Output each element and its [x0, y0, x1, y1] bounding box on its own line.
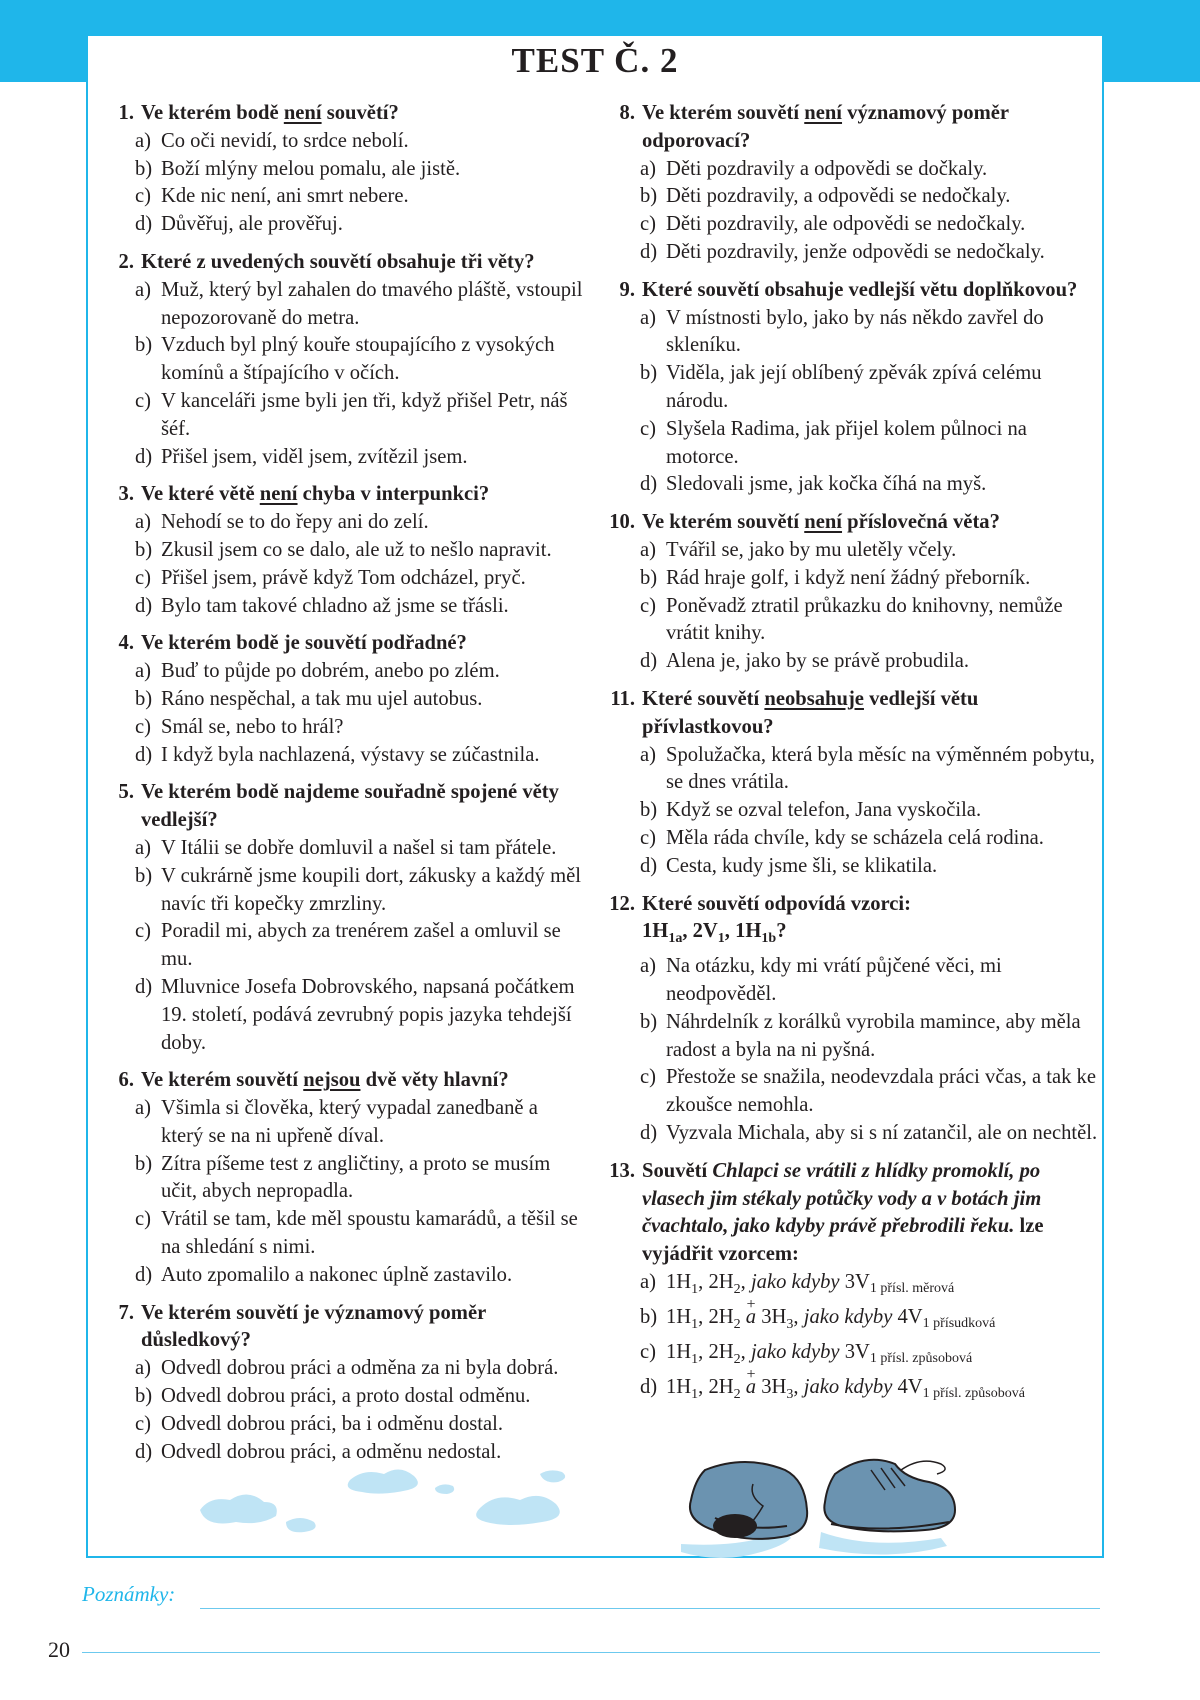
emphasis-underlined: neobsahuje — [764, 687, 864, 710]
formula-option — [602, 1269, 1098, 1304]
question-number: 7. — [118, 1301, 134, 1324]
option-text: V místnosti bylo, jako by nás někdo zavřel do skleníku. — [666, 306, 1044, 357]
title-box — [86, 36, 1104, 86]
options-list — [106, 277, 584, 472]
option-letter: a) — [640, 743, 656, 766]
formula-subscript: 1 — [717, 931, 725, 947]
question-text — [141, 1300, 584, 1356]
option — [106, 183, 584, 211]
option-letter: c) — [640, 417, 656, 440]
question — [106, 481, 584, 620]
option-text: Děti pozdravily, ale odpovědi se nedočkaly. — [666, 213, 1026, 236]
question-text — [642, 1158, 1098, 1269]
option-letter: b) — [135, 1385, 153, 1408]
options-list — [602, 953, 1098, 1148]
option — [602, 305, 1098, 361]
option-letter: c) — [640, 1066, 656, 1089]
option-text: Ráno nespěchal, a tak mu ujel autobus. — [161, 687, 483, 710]
option — [106, 658, 584, 686]
question-number: 11. — [610, 687, 635, 710]
options-list — [602, 156, 1098, 267]
option-letter: c) — [135, 389, 151, 412]
option-letter: d) — [640, 1375, 658, 1398]
formula-subscript: 1 — [691, 1282, 699, 1298]
option — [106, 388, 584, 444]
question — [602, 1158, 1098, 1409]
option — [106, 444, 584, 472]
option — [602, 953, 1098, 1009]
option-letter: a) — [135, 1357, 151, 1380]
option — [602, 360, 1098, 416]
option-letter: d) — [135, 975, 153, 998]
option-text: Kde nic není, ani smrt nebere. — [161, 185, 409, 208]
formula-conjunction: jako kdyby — [803, 1305, 893, 1328]
option-text: Vzduch byl plný kouře stoupajícího z vysokých komínů a štípajícího v očích. — [161, 334, 555, 385]
options-list — [602, 1269, 1098, 1409]
formula-text: $1H_1$, $2H_2$, jako kdyby 3V1 přísl. měrová — [666, 1270, 955, 1298]
formula-subscript: 1 — [691, 1351, 699, 1367]
option — [106, 686, 584, 714]
question-text — [141, 100, 584, 128]
option-letter: a) — [640, 157, 656, 180]
formula-conjunction: jako kdyby — [750, 1270, 840, 1293]
question — [602, 686, 1098, 881]
option — [106, 863, 584, 919]
option — [602, 1120, 1098, 1148]
option-letter: d) — [640, 473, 658, 496]
question-text — [141, 1067, 584, 1095]
option-text: Poněvadž ztratil průkazku do knihovny, nemůže vrátit knihy. — [666, 594, 1063, 645]
option-letter: d) — [135, 445, 153, 468]
question-text-part: dvě věty hlavní? — [360, 1069, 509, 1092]
question-text — [141, 779, 584, 835]
option — [106, 1095, 584, 1151]
question — [602, 891, 1098, 1148]
question — [106, 1300, 584, 1467]
right-column — [602, 100, 1098, 1419]
options-list — [106, 835, 584, 1057]
option-letter: a) — [640, 306, 656, 329]
puddles-icon — [190, 1460, 610, 1540]
question-head — [106, 779, 584, 835]
option-text: Přišel jsem, viděl jsem, zvítězil jsem. — [161, 445, 468, 468]
left-column — [106, 100, 584, 1476]
option — [106, 565, 584, 593]
question-text-part: Které souvětí obsahuje vedlejší větu doplňkovou? — [642, 278, 1078, 301]
option — [106, 918, 584, 974]
option-text: V Itálii se dobře domluvil a našel si tam přátele. — [161, 836, 557, 859]
formula-conjunction-coordinated: + a — [746, 1306, 756, 1328]
option-letter: c) — [135, 185, 151, 208]
question-head — [106, 630, 584, 658]
option-letter: b) — [135, 1152, 153, 1175]
option — [602, 211, 1098, 239]
quoted-sentence: Chlapci se vrátili z hlídky promoklí, po vlasech jim stékaly potůčky vody a v botách jim čvachtalo, jako kdyby právě přebrodili řeku. — [642, 1159, 1042, 1238]
option-text: Sledovali jsme, jak kočka číhá na myš. — [666, 473, 987, 496]
question-text-part: Ve kterém souvětí — [642, 102, 805, 124]
option — [602, 537, 1098, 565]
option-letter: a) — [640, 955, 656, 978]
option — [106, 1355, 584, 1383]
question-text-part: Ve kterém bodě je souvětí podřadné? — [141, 632, 467, 655]
question-text-part: významový poměr odporovací? — [642, 102, 1009, 152]
option-letter: a) — [135, 129, 151, 152]
notes-line — [200, 1608, 1100, 1609]
question-text — [141, 249, 584, 277]
option — [602, 183, 1098, 211]
option-text: Všimla si člověka, který vypadal zanedbaně a který se na ni upřeně díval. — [161, 1097, 538, 1147]
question-number: 9. — [619, 278, 635, 301]
option — [106, 332, 584, 388]
question-head — [602, 1158, 1098, 1269]
option-text: Smál se, nebo to hrál? — [161, 715, 344, 738]
question-head — [106, 249, 584, 277]
option-text: V cukrárně jsme koupili dort, zákusky a každý měl navíc tři kopečky zmrzliny. — [161, 864, 581, 915]
option — [602, 416, 1098, 472]
wet-shoes-icon — [675, 1440, 965, 1570]
question-head — [602, 100, 1098, 156]
formula-option — [602, 1339, 1098, 1374]
formula-option — [602, 1374, 1098, 1409]
option — [602, 648, 1098, 676]
option-text: Důvěřuj, ale prověřuj. — [161, 213, 343, 236]
question-number: 3. — [118, 483, 134, 506]
formula-type-label: 1 přísudková — [922, 1315, 996, 1331]
question-text — [642, 100, 1098, 156]
option — [106, 974, 584, 1057]
option-text: Přestože se snažila, neodevzdala práci včas, a tak ke zkoušce nemohla. — [666, 1066, 1096, 1117]
question — [106, 100, 584, 239]
question-text-part: Ve které větě — [141, 483, 260, 506]
option-letter: b) — [640, 799, 658, 822]
option-letter: c) — [640, 1340, 656, 1363]
option — [602, 1064, 1098, 1120]
question-number: 4. — [118, 632, 134, 655]
option-text: Mluvnice Josefa Dobrovského, napsaná počátkem 19. století, podává zevrubný popis jazyka tehdejší doby. — [161, 975, 575, 1054]
option-text: Přišel jsem, právě když Tom odcházel, pryč. — [161, 566, 526, 589]
formula-text: $1H_1$, $2H_2$, jako kdyby 3V1 přísl. způsobová — [666, 1340, 973, 1367]
option-text: Viděla, jak její oblíbený zpěvák zpívá celému národu. — [666, 362, 1042, 412]
question-text-part: vedlejší větu přívlastkovou? — [642, 687, 979, 738]
option — [602, 593, 1098, 649]
option-text: Slyšela Radima, jak přijel kolem půlnoci na motorce. — [666, 417, 1027, 468]
option-letter: b) — [640, 1010, 658, 1033]
option — [602, 471, 1098, 499]
option — [106, 537, 584, 565]
option-text: Alena je, jako by se právě probudila. — [666, 650, 970, 673]
option-letter: c) — [135, 920, 151, 943]
option-letter: c) — [135, 1412, 151, 1435]
formula-conjunction-coordinated: + a — [746, 1376, 756, 1398]
question-text — [642, 277, 1098, 305]
question — [106, 249, 584, 471]
formula-text: $1H_1$, $2H_2 + a$ $3H_3$, jako kdyby 4V1 přísudková — [666, 1304, 1098, 1339]
question-head — [602, 277, 1098, 305]
option-text: Odvedl dobrou práci, a odměnu nedostal. — [161, 1440, 502, 1463]
option-letter: a) — [135, 836, 151, 859]
option-text: Vrátil se tam, kde měl spoustu kamarádů, a těšil se na shledání s nimi. — [161, 1208, 578, 1259]
formula-type-label: 1 přísl. měrová — [869, 1280, 955, 1296]
option — [106, 1262, 584, 1290]
option-letter: d) — [640, 240, 658, 263]
formula-subscript: 1 — [691, 1386, 699, 1402]
option-letter: b) — [640, 1305, 658, 1328]
options-list — [106, 1355, 584, 1466]
option — [106, 714, 584, 742]
option-letter: d) — [135, 1440, 153, 1463]
question-text-part: Ve kterém souvětí je významový poměr důsledkový? — [141, 1301, 486, 1352]
option-text: Spolužačka, která byla měsíc na výměnném pobytu, se dnes vrátila. — [666, 743, 1095, 794]
formula-type-label: 1 přísl. způsobová — [922, 1385, 1025, 1401]
emphasis-underlined: není — [804, 102, 843, 124]
question-text — [642, 686, 1098, 742]
page-title: TEST Č. 2 — [511, 41, 679, 80]
option — [106, 156, 584, 184]
option — [106, 1151, 584, 1207]
formula-conjunction: jako kdyby — [803, 1375, 893, 1398]
option — [602, 565, 1098, 593]
option-letter: b) — [135, 538, 153, 561]
options-list — [602, 305, 1098, 500]
question-number: 5. — [118, 781, 134, 804]
option-text: Děti pozdravily, jenže odpovědi se nedočkaly. — [666, 240, 1045, 263]
question-head — [106, 481, 584, 509]
question-head — [602, 686, 1098, 742]
option-letter: b) — [640, 362, 658, 385]
question — [602, 100, 1098, 267]
question-head — [602, 509, 1098, 537]
question-head — [106, 1300, 584, 1356]
option-text: Na otázku, kdy mi vrátí půjčené věci, mi neodpověděl. — [666, 955, 1002, 1006]
option — [602, 853, 1098, 881]
option — [106, 1206, 584, 1262]
question-text-part: příslovečná věta? — [842, 511, 1000, 534]
option — [106, 211, 584, 239]
option — [106, 1383, 584, 1411]
question-text-part: Souvětí — [642, 1159, 713, 1182]
formula: $1H_{1a}$, $2V_1$, $1H_{1b}$? — [642, 920, 787, 947]
options-list — [602, 742, 1098, 881]
emphasis-underlined: nejsou — [303, 1069, 361, 1092]
formula-conjunction: jako kdyby — [750, 1340, 840, 1363]
question-number: 13. — [609, 1159, 635, 1182]
option-text: Rád hraje golf, i když není žádný přeborník. — [666, 566, 1031, 589]
option-text: Muž, který byl zahalen do tmavého pláště, vstoupil nepozorovaně do metra. — [161, 278, 583, 329]
question — [602, 509, 1098, 676]
formula-subscript: 1b — [761, 931, 777, 947]
question-text — [642, 509, 1098, 537]
formula-type-label: 1 přísl. způsobová — [869, 1350, 973, 1366]
option-letter: b) — [640, 566, 658, 589]
question-text-part: chyba v interpunkci? — [297, 483, 490, 506]
option — [106, 1411, 584, 1439]
option-text: Co oči nevidí, to srdce nebolí. — [161, 129, 409, 152]
option-letter: d) — [135, 594, 153, 617]
option — [602, 239, 1098, 267]
option-letter: d) — [640, 854, 658, 877]
notes-label: Poznámky: — [82, 1582, 176, 1606]
question-text-part: Ve kterém souvětí — [141, 1069, 304, 1092]
option-letter: a) — [640, 538, 656, 561]
option — [602, 1009, 1098, 1065]
option-text: I když byla nachlazená, výstavy se zúčastnila. — [161, 743, 540, 766]
question-head — [602, 891, 1098, 954]
emphasis-underlined: není — [283, 102, 322, 124]
option-letter: a) — [135, 660, 151, 683]
option-text: Poradil mi, abych za trenérem zašel a omluvil se mu. — [161, 920, 561, 971]
option-letter: d) — [135, 213, 153, 236]
option-text: Měla ráda chvíle, kdy se scházela celá rodina. — [666, 826, 1044, 849]
option-letter: d) — [135, 743, 153, 766]
option-text: Auto zpomalilo a nakonec úplně zastavilo. — [161, 1263, 513, 1286]
option-letter: a) — [135, 278, 151, 301]
formula-subscript: 2 — [733, 1351, 741, 1367]
question-text — [642, 891, 1098, 954]
option-text: Tvářil se, jako by mu uletěly včely. — [666, 538, 957, 561]
option-text: Děti pozdravily a odpovědi se dočkaly. — [666, 157, 988, 180]
options-list — [602, 537, 1098, 676]
question-text — [141, 630, 584, 658]
question-number: 12. — [609, 892, 635, 915]
formula-subscript: 2 — [733, 1317, 741, 1332]
question-number: 8. — [619, 102, 635, 124]
option-text: Bylo tam takové chladno až jsme se třásli. — [161, 594, 509, 617]
formula-subscript: 2 — [733, 1386, 741, 1402]
option-text: Když se ozval telefon, Jana vyskočila. — [666, 799, 982, 822]
formula-subscript: 3 — [786, 1317, 794, 1332]
option-text: Zítra píšeme test z angličtiny, a proto se musím učit, abych nepropadla. — [161, 1152, 551, 1203]
option-text: Boží mlýny melou pomalu, ale jistě. — [161, 157, 461, 180]
formula-subscript: 1 — [691, 1317, 699, 1332]
option-text: Odvedl dobrou práci, a proto dostal odměnu. — [161, 1385, 531, 1408]
option-letter: b) — [640, 185, 658, 208]
option-letter: d) — [640, 650, 658, 673]
option-text: V kanceláři jsme byli jen tři, když přišel Petr, náš šéf. — [161, 389, 568, 440]
option-letter: b) — [135, 157, 153, 180]
option — [106, 509, 584, 537]
option-text: Zkusil jsem co se dalo, ale už to nešlo napravit. — [161, 538, 552, 561]
option — [106, 742, 584, 770]
option — [602, 825, 1098, 853]
emphasis-underlined: není — [259, 483, 298, 506]
option-letter: a) — [640, 1270, 656, 1293]
option-letter: a) — [135, 1097, 151, 1120]
question-text-part: Ve kterém souvětí — [642, 511, 805, 534]
options-list — [106, 1095, 584, 1290]
question-text-part: Které z uvedených souvětí obsahuje tři věty? — [141, 250, 535, 273]
option-letter: c) — [640, 826, 656, 849]
option — [106, 593, 584, 621]
option-text: Náhrdelník z korálků vyrobila mamince, aby měla radost a byla na ni pyšná. — [666, 1010, 1081, 1061]
question-text-part: lze vyjádřit vzorcem: — [642, 1215, 1044, 1266]
option — [602, 156, 1098, 184]
question — [106, 779, 584, 1057]
options-list — [106, 509, 584, 620]
option-text: Odvedl dobrou práci a odměna za ni byla dobrá. — [161, 1357, 559, 1380]
option-text: Nehodí se to do řepy ani do zelí. — [161, 511, 429, 534]
option-letter: a) — [135, 511, 151, 534]
option — [106, 128, 584, 156]
option-text: Děti pozdravily, a odpovědi se nedočkaly. — [666, 185, 1011, 208]
option-letter: c) — [640, 594, 656, 617]
question-text — [141, 481, 584, 509]
option-text: Odvedl dobrou práci, ba i odměnu dostal. — [161, 1412, 504, 1435]
question-text-part: Které souvětí odpovídá vzorci: — [642, 892, 912, 915]
option-letter: b) — [135, 687, 153, 710]
question-head — [106, 1067, 584, 1095]
formula-option — [602, 1304, 1098, 1339]
question-number: 2. — [118, 250, 134, 273]
question-text-part: Ve kterém bodě — [141, 102, 284, 124]
question-number: 1. — [118, 102, 134, 124]
question — [106, 1067, 584, 1289]
formula-subscript: 2 — [733, 1282, 741, 1298]
question — [602, 277, 1098, 499]
option-text: Cesta, kudy jsme šli, se klikatila. — [666, 854, 938, 877]
question — [106, 630, 584, 769]
option-text: Vyzvala Michala, aby si s ní zatančil, ale on nechtěl. — [666, 1122, 1098, 1144]
option — [106, 835, 584, 863]
question-head — [106, 100, 584, 128]
formula-subscript: 1a — [668, 931, 683, 947]
formula-subscript: 3 — [786, 1386, 794, 1402]
options-list — [106, 128, 584, 239]
page-number: 20 — [48, 1637, 70, 1662]
question-text-part: Ve kterém bodě najdeme souřadně spojené věty vedlejší? — [141, 781, 559, 832]
footer-line — [82, 1652, 1100, 1653]
option — [106, 277, 584, 333]
option-letter: b) — [135, 864, 153, 887]
option-text: Buď to půjde po dobrém, anebo po zlém. — [161, 660, 500, 683]
option-letter: d) — [640, 1122, 658, 1144]
option — [602, 797, 1098, 825]
option-letter: d) — [135, 1263, 153, 1286]
option-letter: c) — [135, 715, 151, 738]
option-letter: c) — [135, 566, 151, 589]
question-text-part: souvětí? — [321, 102, 399, 124]
option — [602, 742, 1098, 798]
option-letter: b) — [135, 334, 153, 357]
option-letter: c) — [135, 1208, 151, 1231]
formula-text: $1H_1$, $2H_2 + a$ $3H_3$, jako kdyby 4V1 přísl. způsobová — [666, 1374, 1098, 1409]
emphasis-underlined: není — [804, 511, 843, 534]
question-number: 10. — [609, 511, 635, 534]
option-letter: c) — [640, 213, 656, 236]
options-list — [106, 658, 584, 769]
question-text-part: Které souvětí — [642, 687, 765, 710]
question-number: 6. — [118, 1069, 134, 1092]
